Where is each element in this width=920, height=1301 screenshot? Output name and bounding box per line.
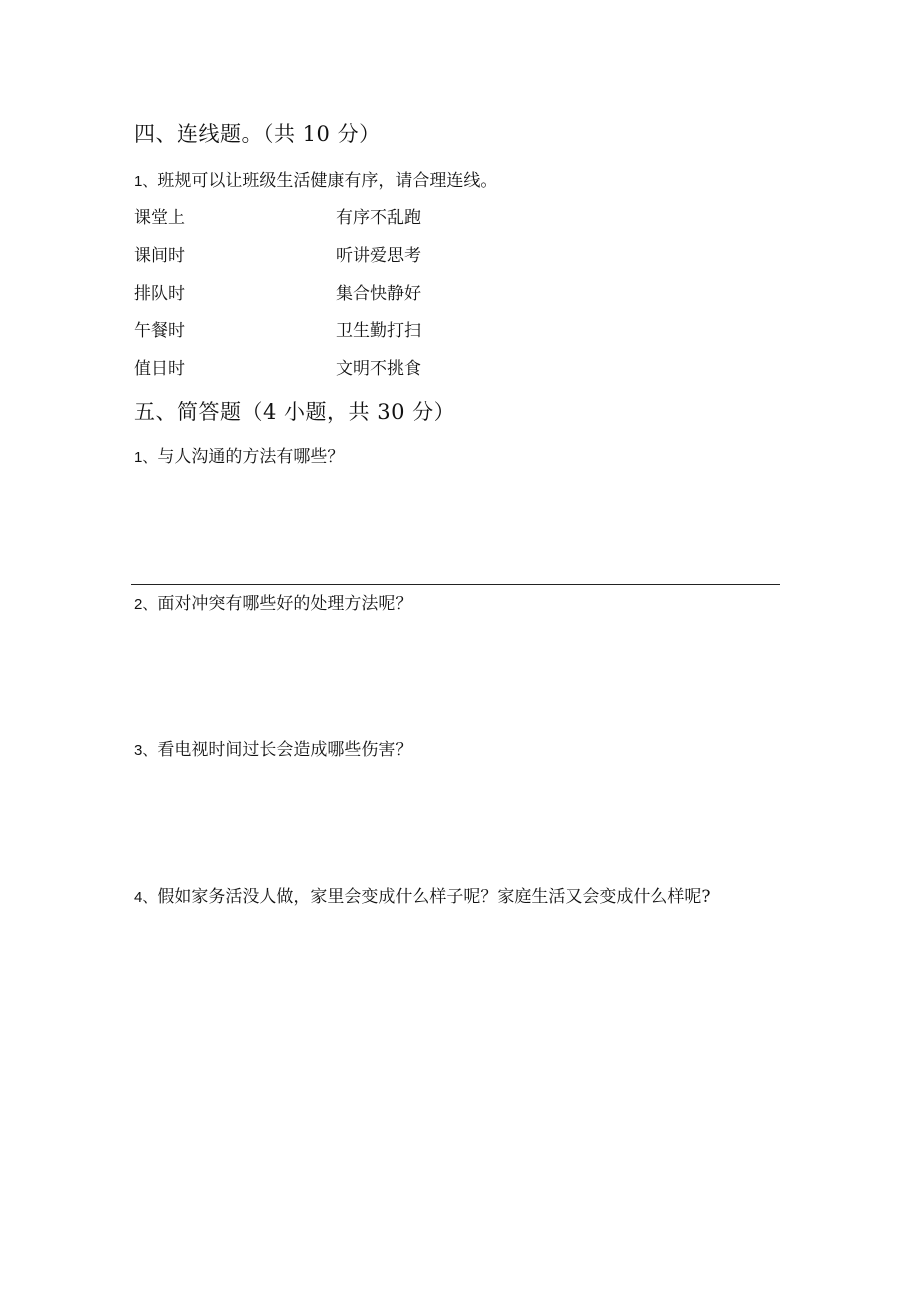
section4-title: 四、连线题。（共 10 分） — [134, 122, 381, 146]
match-right-item[interactable]: 有序不乱跑 — [336, 208, 421, 228]
question-text: 面对冲突有哪些好的处理方法呢？ — [157, 594, 413, 614]
section5-question-3 — [134, 735, 412, 760]
section5-question-2 — [134, 589, 412, 614]
match-left-item[interactable]: 排队时 — [134, 284, 185, 304]
match-left-item[interactable]: 课间时 — [134, 246, 185, 266]
question-number: 4、 — [134, 889, 158, 906]
section5-question-4 — [134, 882, 710, 907]
question-text: 假如家务活没人做，家里会变成什么样子呢？家庭生活又会变成什么样呢? — [157, 887, 711, 907]
question-number: 3、 — [134, 742, 158, 759]
question-number: 1、 — [134, 173, 158, 190]
section5-title: 五、简答题（4 小题，共 30 分） — [134, 400, 456, 424]
match-right-item[interactable]: 文明不挑食 — [336, 359, 421, 379]
match-left-item[interactable]: 值日时 — [134, 359, 185, 379]
question-number: 2、 — [134, 596, 158, 613]
question-number: 1、 — [134, 449, 158, 466]
match-right-item[interactable]: 听讲爱思考 — [336, 246, 421, 266]
match-left-item[interactable]: 课堂上 — [134, 208, 185, 228]
section5-question-1 — [134, 442, 344, 467]
answer-divider-line — [131, 584, 780, 585]
question-text: 班规可以让班级生活健康有序，请合理连线。 — [157, 171, 498, 191]
match-left-item[interactable]: 午餐时 — [134, 321, 185, 341]
section4-question — [134, 166, 497, 191]
question-text: 看电视时间过长会造成哪些伤害？ — [157, 740, 413, 760]
question-text: 与人沟通的方法有哪些？ — [157, 447, 345, 467]
match-right-item[interactable]: 卫生勤打扫 — [336, 321, 421, 341]
match-right-item[interactable]: 集合快静好 — [336, 284, 421, 304]
